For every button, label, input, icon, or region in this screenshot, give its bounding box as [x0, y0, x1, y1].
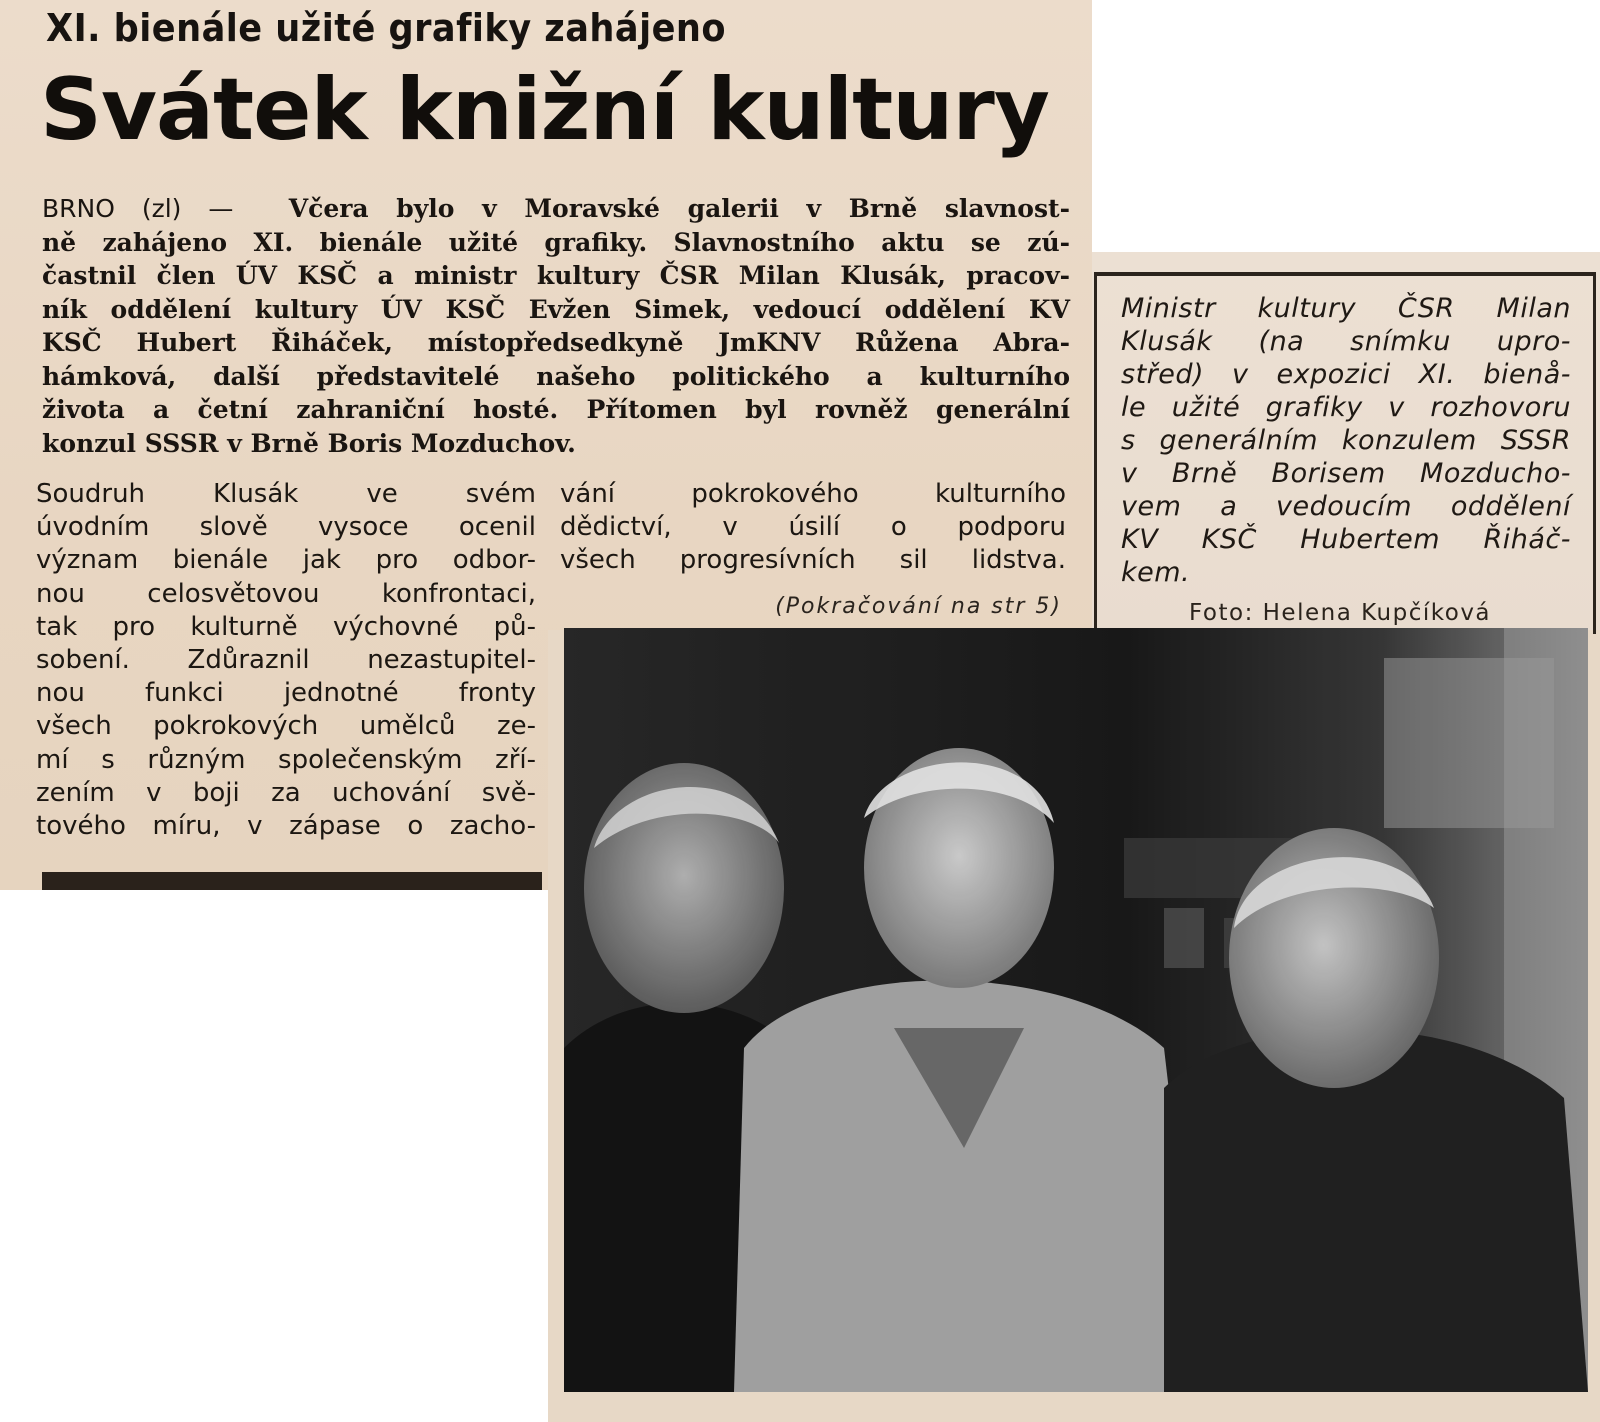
caption-line: vem a vedoucím oddělení [1121, 491, 1571, 522]
body-line: význam bienále jak pro odbor- [36, 545, 536, 576]
body-line: tak pro kulturně výchovné pů- [36, 611, 536, 642]
body-line: nou celosvětovou konfrontaci, [36, 578, 536, 609]
lead-line: života a četní zahraniční hosté. Přítomen byl rovněž generální [42, 395, 1070, 424]
lead-line: hámková, další představitelé našeho politického a kulturního [42, 361, 1070, 391]
lead-line: častnil člen ÚV KSČ a ministr kultury ČSR Milan Klusák, pracov- [42, 261, 1070, 290]
lead-text: Včera bylo v Moravské galerii v Brně slavnost- [288, 194, 1070, 223]
body-line: tového míru, v zápase o zacho- [36, 811, 536, 842]
caption-line: s generálním konzulem SSSR [1121, 425, 1571, 456]
continuation-note: (Pokračování na str 5) [775, 594, 1062, 619]
photo-caption [1121, 292, 1571, 589]
caption-line: kem. [1121, 557, 1191, 588]
photo-credit: Foto: Helena Kupčíková [1189, 600, 1492, 626]
body-line: všech progresívních sil lidstva. [560, 545, 1066, 576]
lead-line [42, 192, 1070, 226]
body-line: zením v boji za uchování svě- [36, 777, 536, 808]
body-line: úvodním slově vysoce ocenil [36, 512, 536, 543]
caption-line: v Brně Borisem Mozducho- [1121, 458, 1571, 489]
divider-bar [42, 872, 542, 890]
body-column-1 [36, 478, 536, 843]
article-headline: Svátek knižní kultury [40, 60, 1049, 160]
photo-caption-box [1094, 272, 1596, 634]
caption-line: Ministr kultury ČSR Milan [1121, 293, 1571, 324]
body-line: všech pokrokových umělců ze- [36, 711, 536, 742]
body-column-2 [560, 478, 1066, 578]
body-line: vání pokrokového kulturního [560, 479, 1066, 509]
news-photograph [564, 628, 1588, 1392]
lead-line: ník oddělení kultury ÚV KSČ Evžen Simek, vedoucí oddělení KV [42, 294, 1070, 324]
photo-illustration [564, 628, 1588, 1392]
caption-line: Klusák (na snímku upro- [1121, 326, 1571, 357]
caption-line: střed) v expozici XI. bienå- [1121, 359, 1571, 390]
lead-line: ně zahájeno XI. bienále užité grafiky. Slavnostního aktu se zú- [42, 227, 1070, 257]
body-line: mí s různým společenským zří- [36, 744, 536, 775]
caption-line: KV KSČ Hubertem Řiháč- [1121, 524, 1571, 555]
body-line: Soudruh Klusák ve svém [36, 479, 536, 509]
lead-dateline: BRNO (zl) — [42, 194, 234, 223]
lead-line: KSČ Hubert Řiháček, místopředsedkyně JmKNV Růžena Abra- [42, 328, 1070, 357]
body-line: nou funkci jednotné fronty [36, 678, 536, 709]
article-lead [42, 192, 1070, 460]
caption-line: le užité grafiky v rozhovoru [1121, 392, 1571, 423]
body-line: sobení. Zdůraznil nezastupitel- [36, 645, 536, 676]
article-kicker: XI. bienále užité grafiky zahájeno [46, 6, 727, 50]
lead-line: konzul SSSR v Brně Boris Mozduchov. [42, 428, 576, 458]
body-line: dědictví, v úsilí o podporu [560, 512, 1066, 543]
